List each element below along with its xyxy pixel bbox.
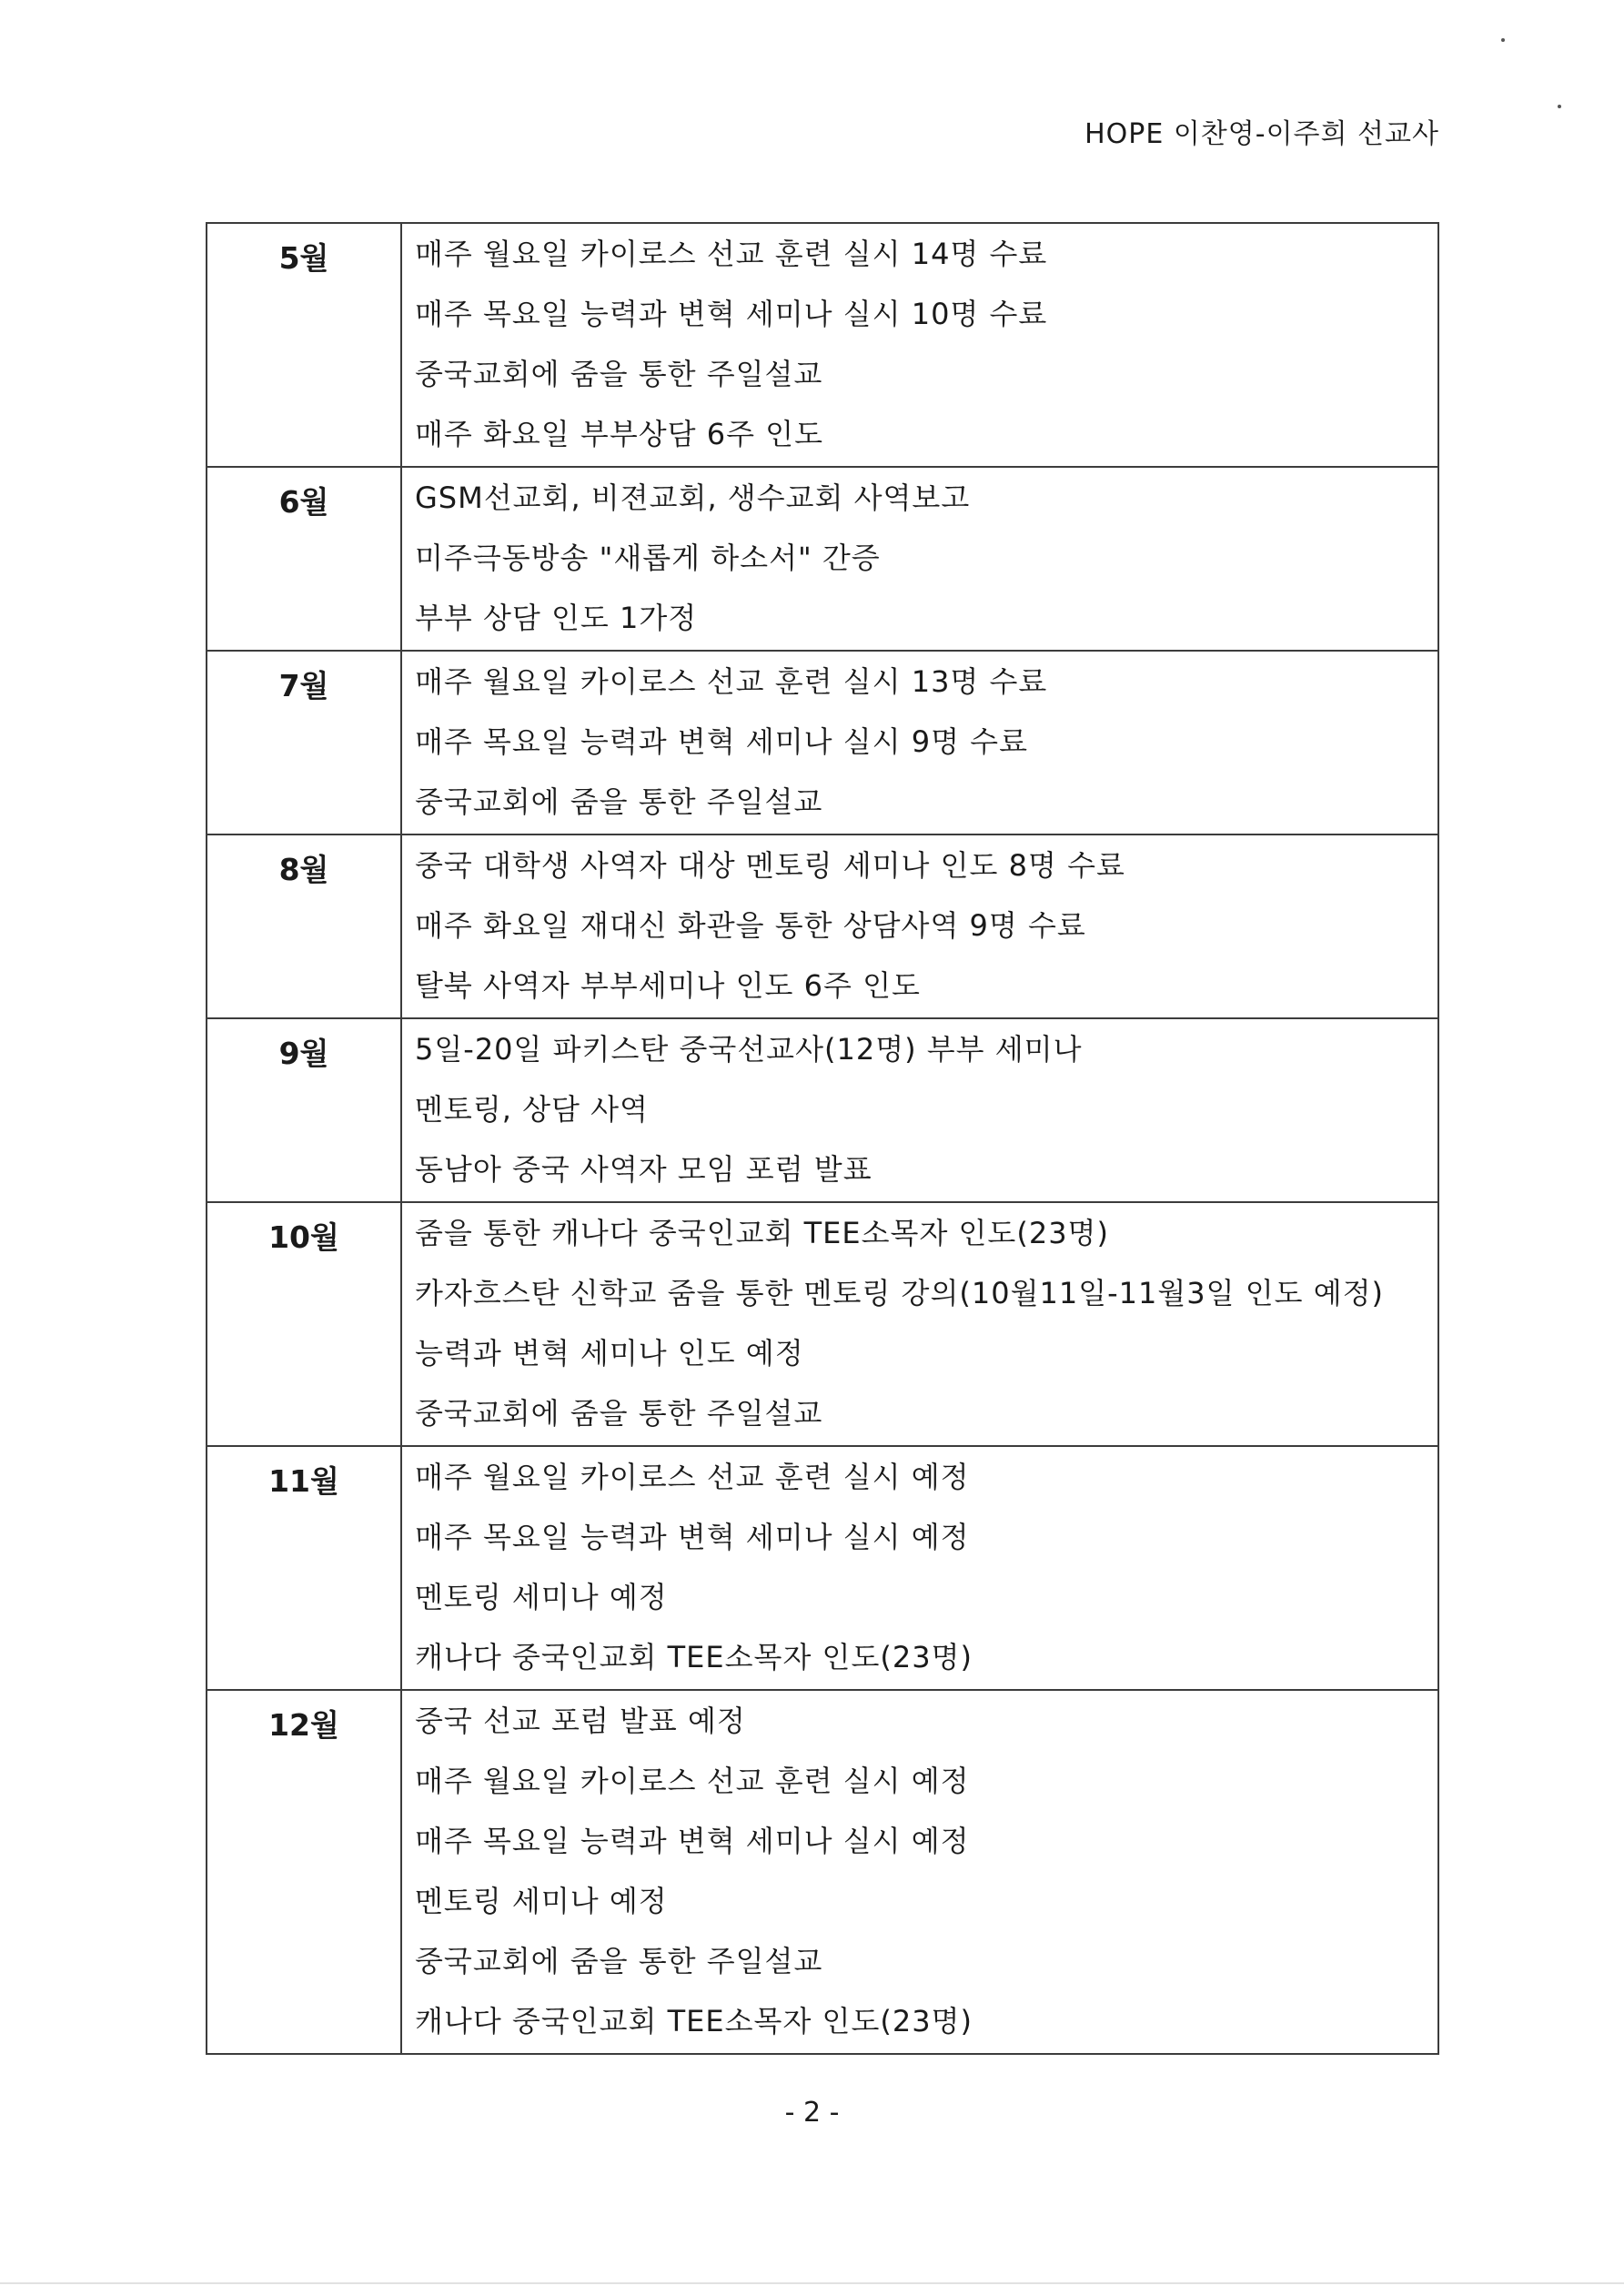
activities-cell: [401, 223, 1438, 467]
activity-item: 부부 상담 인도 1가정: [415, 601, 698, 635]
month-cell: 7월: [207, 651, 401, 834]
activity-item: 멘토링 세미나 예정: [415, 1580, 668, 1614]
schedule-table: [206, 222, 1439, 2055]
page-number: - 2 -: [784, 2097, 840, 2129]
activity-item: 중국 선교 포럼 발표 예정: [415, 1704, 746, 1738]
activity-item: 능력과 변혁 세미나 인도 예정: [415, 1336, 804, 1371]
activity-item: 중국교회에 줌을 통한 주일설교: [415, 784, 823, 819]
schedule-row: [207, 834, 1438, 1018]
activity-item: 매주 목요일 능력과 변혁 세미나 실시 10명 수료: [415, 297, 1048, 331]
schedule-row: [207, 1018, 1438, 1202]
month-cell: 5월: [207, 223, 401, 467]
activity-item: 매주 화요일 재대신 화관을 통한 상담사역 9명 수료: [415, 908, 1086, 943]
activity-item: 매주 월요일 카이로스 선교 훈련 실시 예정: [415, 1460, 970, 1494]
activity-item: 중국교회에 줌을 통한 주일설교: [415, 1944, 823, 1978]
activities-cell: [401, 834, 1438, 1018]
activity-item: 카자흐스탄 신학교 줌을 통한 멘토링 강의(10월11일-11월3일 인도 예정): [415, 1276, 1385, 1310]
activity-item: 캐나다 중국인교회 TEE소목자 인도(23명): [415, 2004, 973, 2038]
activity-item: 매주 월요일 카이로스 선교 훈련 실시 예정: [415, 1764, 970, 1798]
activity-item: 동남아 중국 사역자 모임 포럼 발표: [415, 1152, 873, 1187]
activities-cell: [401, 1446, 1438, 1690]
activities-cell: [401, 1690, 1438, 2054]
scan-speck: [1501, 38, 1505, 42]
activities-cell: [401, 1018, 1438, 1202]
schedule-row: [207, 467, 1438, 651]
month-cell: 11월: [207, 1446, 401, 1690]
activity-item: 미주극동방송 "새롭게 하소서" 간증: [415, 541, 881, 575]
activity-item: 멘토링 세미나 예정: [415, 1884, 668, 1918]
activity-item: 중국교회에 줌을 통한 주일설교: [415, 1396, 823, 1431]
schedule-row: [207, 1446, 1438, 1690]
schedule-row: [207, 651, 1438, 834]
schedule-row: [207, 223, 1438, 467]
activity-item: 5일-20일 파키스탄 중국선교사(12명) 부부 세미나: [415, 1032, 1083, 1067]
activity-item: 멘토링, 상담 사역: [415, 1092, 649, 1127]
month-cell: 10월: [207, 1202, 401, 1446]
month-cell: 6월: [207, 467, 401, 651]
activity-item: 매주 월요일 카이로스 선교 훈련 실시 14명 수료: [415, 237, 1048, 271]
activity-item: 중국교회에 줌을 통한 주일설교: [415, 357, 823, 391]
activity-item: 매주 화요일 부부상담 6주 인도: [415, 417, 823, 451]
page-header: HOPE 이찬영-이주희 선교사: [1084, 118, 1439, 150]
activity-item: 줌을 통한 캐나다 중국인교회 TEE소목자 인도(23명): [415, 1216, 1109, 1250]
month-cell: 12월: [207, 1690, 401, 2054]
activity-item: 탈북 사역자 부부세미나 인도 6주 인도: [415, 968, 921, 1003]
activity-item: GSM선교회, 비젼교회, 생수교회 사역보고: [415, 480, 971, 515]
activity-item: 중국 대학생 사역자 대상 멘토링 세미나 인도 8명 수료: [415, 848, 1125, 883]
schedule-row: [207, 1202, 1438, 1446]
activity-item: 매주 목요일 능력과 변혁 세미나 실시 예정: [415, 1824, 970, 1858]
schedule-row: [207, 1690, 1438, 2054]
activity-item: 매주 목요일 능력과 변혁 세미나 실시 예정: [415, 1520, 970, 1554]
activities-cell: [401, 1202, 1438, 1446]
activity-item: 매주 목요일 능력과 변혁 세미나 실시 9명 수료: [415, 724, 1028, 759]
activity-item: 매주 월요일 카이로스 선교 훈련 실시 13명 수료: [415, 664, 1048, 699]
activities-cell: [401, 651, 1438, 834]
scan-speck: [1558, 105, 1561, 108]
activities-cell: [401, 467, 1438, 651]
activity-item: 캐나다 중국인교회 TEE소목자 인도(23명): [415, 1640, 973, 1674]
month-cell: 8월: [207, 834, 401, 1018]
month-cell: 9월: [207, 1018, 401, 1202]
schedule-body: [207, 223, 1438, 2054]
scan-edge-line: [0, 2282, 1624, 2284]
